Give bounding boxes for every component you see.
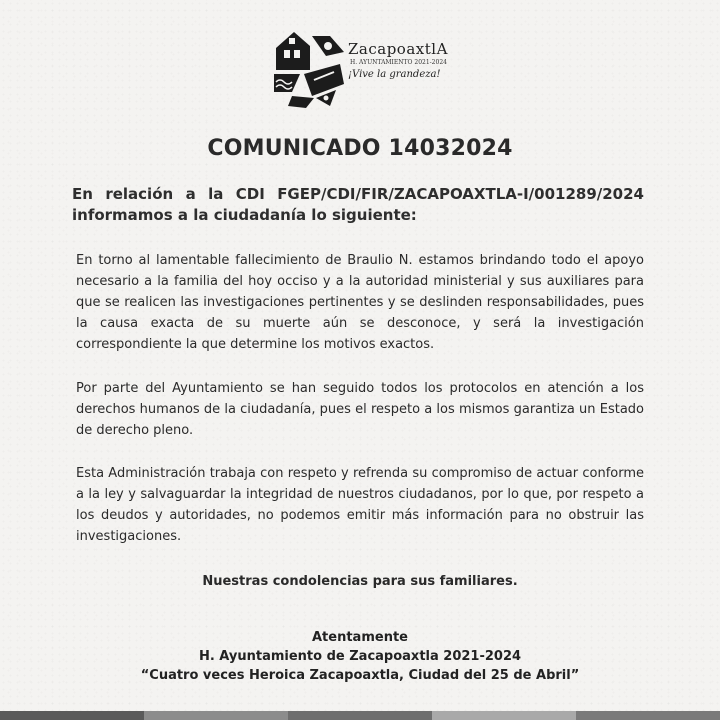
logo-subtitle: H. AYUNTAMIENTO 2021-2024 bbox=[350, 59, 447, 66]
signature-closing: Atentamente bbox=[312, 630, 408, 645]
intro-paragraph: En relación a la CDI FGEP/CDI/FIR/ZACAPOAXTLA-I/001289/2024 informamos a la ciudadanía lo siguiente: bbox=[72, 185, 644, 224]
footer-segment bbox=[432, 711, 576, 720]
signature-office: H. Ayuntamiento de Zacapoaxtla 2021-2024 bbox=[198, 649, 522, 664]
signature-block bbox=[0, 628, 720, 685]
paragraph-commitment: Esta Administración trabaja con respeto y refrenda su compromiso de actuar conforme a la ley y salvaguardar la integridad de nuestros ciudadanos, por lo que, por respeto a los deudos y autoridades, no podemos emitir más información para no obstruir las investigaciones. bbox=[76, 466, 644, 544]
footer-segment bbox=[0, 711, 144, 720]
paragraph-protocols: Por parte del Ayuntamiento se han seguido todos los protocolos en atención a los derechos humanos de la ciudadanía, pues el respeto a los mismos garantiza un Estado de derecho pleno. bbox=[76, 381, 644, 438]
footer-color-bar bbox=[0, 711, 720, 720]
paragraph-investigation: En torno al lamentable fallecimiento de Braulio N. estamos brindando todo el apoyo necesario a la familia del hoy occiso y a la autoridad ministerial y sus auxiliares para que se realicen las investigaciones pertinentes y se deslinden responsabilidades, pues la causa exacta de su muerte aún se desconoce, y será la investigación correspondiente la que determine los motivos exactos. bbox=[76, 253, 644, 352]
logo-name: ZacapoaxtlA bbox=[348, 40, 448, 58]
logo-slogan: ¡Vive la grandeza! bbox=[348, 69, 441, 80]
footer-segment bbox=[576, 711, 720, 720]
footer-segment bbox=[144, 711, 288, 720]
condolences-line: Nuestras condolencias para sus familiares. bbox=[202, 574, 518, 589]
signature-motto: “Cuatro veces Heroica Zacapoaxtla, Ciudad del 25 de Abril” bbox=[140, 668, 580, 683]
municipal-logo bbox=[270, 26, 460, 116]
zacapoaxtla-emblem-icon bbox=[270, 26, 348, 110]
footer-segment bbox=[288, 711, 432, 720]
document-title: COMUNICADO 14032024 bbox=[207, 136, 513, 161]
